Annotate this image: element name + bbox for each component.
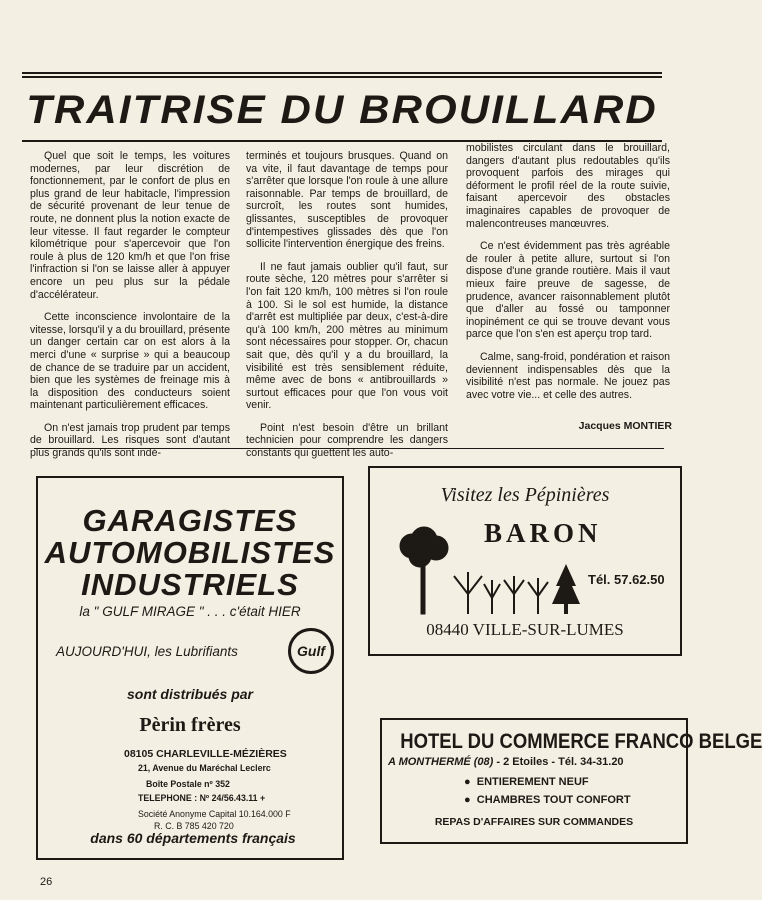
- ad-footer: dans 60 départements français: [90, 830, 296, 846]
- ad-baron-address: 08440 VILLE-SUR-LUMES: [426, 620, 624, 639]
- ad-headline-automobilistes: AUTOMOBILISTES: [44, 535, 336, 570]
- article-column-3: [466, 142, 670, 411]
- baron-advertisement: [368, 466, 682, 656]
- top-rule-2: [22, 76, 662, 78]
- paragraph: Calme, sang-froid, pondération et raison deviennent indispensables dès que la visibilité n'est pas normale. Ne jouez pas avec votre vie... et celle des autres.: [466, 350, 670, 401]
- paragraph: Il ne faut jamais oublier qu'il faut, sur route sèche, 120 mètres pour s'arrêter si l'on fait 120 km/h, 100 mètres si l'on roule à 100. Si le sol est humide, la distance d'arrêt est multipliée par deux, c'est-à-dire qu'à 100 km/h, 200 mètres au minimum sont nécessaires pour stopper. Or, chacun sait que, dès qu'il y a du brouillard, la visibilité est très sensiblement réduite, même avec de bons « antibrouillards » surtout efficaces pour que l'on vous voit venir.: [246, 260, 448, 412]
- gulf-logo: [288, 628, 334, 674]
- ad-hotel-stars-phone: - 2 Etoiles - Tél. 34-31.20: [493, 756, 624, 768]
- paragraph: Quel que soit le temps, les voitures modernes, par leur discrétion de fonctionnement, par le confort de plus en plus grand de leur habitacle, l'impression de sécurité provenant de leur tenue de route, ne donnent plus la notion exacte de leur vitesse. Il faut regarder le compteur kilométrique pour s'apercevoir que l'on roule à plus de 120 km/h et que l'on frise l'infraction si l'on se laisse aller à appuyer encore un peu plus sur la pédale d'accélérateur.: [30, 150, 230, 301]
- ad-hotel-feature-2: [464, 794, 631, 806]
- article-column-1: [30, 150, 230, 470]
- page-number: 26: [40, 876, 53, 888]
- ad-address: 21, Avenue du Maréchal Leclerc: [138, 763, 271, 773]
- paragraph: terminés et toujours brusques. Quand on va vite, il faut davantage de temps pour s'arrêter que lorsque l'on roule à une allure raisonnable. Par temps de brouillard, de surcroît, les routes sont humides, glissantes, susceptibles de provoquer d'intempestives glissades dès que l'on sollicite l'intervention énergique des freins.: [246, 150, 448, 251]
- trees-illustration: [390, 524, 580, 616]
- article-author: Jacques MONTIER: [578, 420, 672, 432]
- article-bottom-rule: [34, 448, 664, 449]
- ad-hotel-feature-2-text: CHAMBRES TOUT CONFORT: [476, 794, 631, 806]
- bullet-icon: ●: [464, 794, 477, 806]
- ad-hotel-town: A MONTHERMÉ (08): [388, 756, 494, 768]
- ad-visit-line: Visitez les Pépinières: [440, 484, 610, 506]
- ad-city: 08105 CHARLEVILLE-MÉZIÈRES: [124, 748, 287, 760]
- ad-baron-name: BARON: [484, 518, 602, 548]
- ad-headline-garagistes: GARAGISTES: [82, 503, 298, 538]
- gulf-logo-text: Gulf: [297, 643, 325, 659]
- article-title: TRAITRISE DU BROUILLARD: [26, 88, 658, 132]
- ad-hotel-feature-1: [464, 776, 589, 788]
- paragraph: Cette inconscience involontaire de la vitesse, lorsqu'il y a du brouillard, présente un danger certain car on est alors à la merci d'une « surprise » qui a beaucoup de chance de se traduire par un accident, bien que les systèmes de freinage mis à la disposition des conducteurs soient maintenant particulièrement efficaces.: [30, 311, 230, 412]
- paragraph: Ce n'est évidemment pas très agréable de rouler à petite allure, surtout si l'on dispose d'une grande routière. Mais il vaut mieux faire preuve de sagesse, de prudence, avancer raisonnablement plutôt que d'aller au fossé ou tamponner inopinément ce qui se trouve devant vous parce que l'on s'en est aperçu trop tard.: [466, 240, 670, 341]
- ad-lubrifiants-line: AUJOURD'HUI, les Lubrifiants: [56, 644, 238, 659]
- ad-distributed-by: sont distribués par: [126, 686, 254, 702]
- article-column-2: [246, 150, 448, 470]
- ad-hotel-meals: REPAS D'AFFAIRES SUR COMMANDES: [434, 816, 634, 828]
- ad-company-name: Pèrin frères: [139, 714, 241, 736]
- bullet-icon: ●: [464, 776, 477, 788]
- ad-headline-industriels: INDUSTRIELS: [81, 567, 299, 602]
- gulf-advertisement: [36, 476, 344, 860]
- top-rule: [22, 72, 662, 74]
- ad-hotel-title: HOTEL DU COMMERCE FRANCO BELGE: [400, 730, 762, 753]
- paragraph: mobilistes circulant dans le brouillard, dangers d'autant plus redoutables qu'ils provoquent parfois des mirages qui déforment le profil réel de la route suivie, faisant apercevoir des obstacles imaginaires capables de provoquer de malencontreuses manœuvres.: [466, 142, 670, 230]
- ad-baron-phone: Tél. 57.62.50: [588, 572, 665, 587]
- paragraph: On n'est jamais trop prudent par temps de brouillard. Les risques sont d'autant plus grands qu'ils sont indé-: [30, 421, 230, 460]
- ad-rcb: R. C. B 785 420 720: [154, 821, 234, 831]
- ad-hotel-feature-1-text: ENTIEREMENT NEUF: [476, 776, 589, 788]
- hotel-advertisement: [380, 718, 762, 844]
- ad-hotel-location: [388, 756, 624, 768]
- ad-phone: TELEPHONE : Nº 24/56.43.11 +: [138, 793, 266, 803]
- ad-gulf-mirage-line: la " GULF MIRAGE " . . . c'était HIER: [79, 604, 301, 619]
- ad-capital: Société Anonyme Capital 10.164.000 F: [138, 809, 291, 819]
- ad-postbox: Boîte Postale nº 352: [146, 779, 230, 789]
- paragraph: Point n'est besoin d'être un brillant technicien pour comprendre les dangers constants qui guettent les auto-: [246, 421, 448, 460]
